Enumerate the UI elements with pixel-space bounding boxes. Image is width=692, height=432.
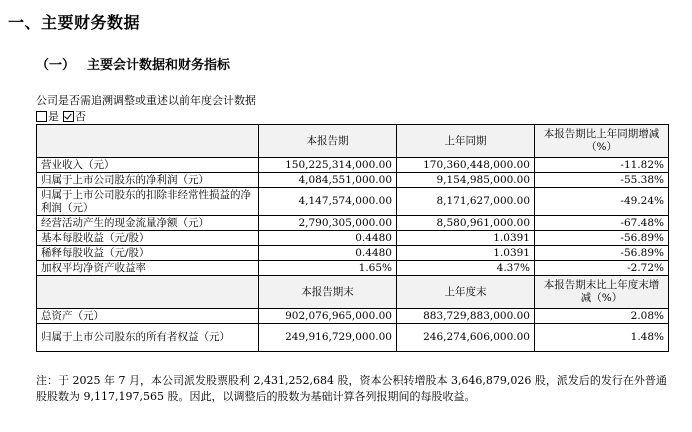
option-no[interactable] (63, 108, 86, 124)
current-value: 0.4480 (259, 246, 397, 261)
table-row (37, 188, 669, 216)
change-value: -2.72% (535, 261, 669, 276)
table2-header-row (37, 276, 669, 309)
table-row (37, 158, 669, 173)
row-label: 归属于上市公司股东的扣除非经常性损益的净利润（元） (37, 188, 259, 216)
section-title: 一、主要财务数据 (8, 13, 141, 32)
table2-header-period-end: 本报告期末 (259, 276, 397, 309)
current-value: 0.4480 (259, 231, 397, 246)
change-value: 2.08% (535, 309, 669, 324)
current-value: 4,084,551,000.00 (259, 173, 397, 188)
table-row (37, 231, 669, 246)
prior-value: 8,580,961,000.00 (397, 216, 535, 231)
table1-header-item (37, 125, 259, 158)
row-label: 经营活动产生的现金流量净额（元） (37, 216, 259, 231)
option-no-label: 否 (75, 110, 86, 123)
change-value: -55.38% (535, 173, 669, 188)
change-value: -11.82% (535, 158, 669, 173)
table2-header-change: 本报告期末比上年度末增减（%） (535, 276, 669, 309)
row-label: 稀释每股收益（元/股） (37, 246, 259, 261)
row-label: 基本每股收益（元/股） (37, 231, 259, 246)
current-value: 4,147,574,000.00 (259, 188, 397, 216)
table1-header-current: 本报告期 (259, 125, 397, 158)
table1-header-change: 本报告期比上年同期增减（%） (535, 125, 669, 158)
prior-value: 170,360,448,000.00 (397, 158, 535, 173)
option-yes[interactable] (36, 108, 59, 124)
prior-value: 1.0391 (397, 231, 535, 246)
row-label: 加权平均净资产收益率 (37, 261, 259, 276)
financial-table (36, 124, 669, 352)
table-row (37, 309, 669, 324)
table-row (37, 216, 669, 231)
table-row (37, 173, 669, 188)
table2-header-item (37, 276, 259, 309)
period-end-value: 902,076,965,000.00 (259, 309, 397, 324)
current-value: 2,790,305,000.00 (259, 216, 397, 231)
period-end-value: 249,916,729,000.00 (259, 324, 397, 352)
table1-header-row (37, 125, 669, 158)
change-value: -56.89% (535, 246, 669, 261)
row-label: 归属于上市公司股东的所有者权益（元） (37, 324, 259, 352)
restatement-options (36, 108, 86, 124)
checkbox-yes-icon[interactable] (36, 111, 47, 122)
row-label: 营业收入（元） (37, 158, 259, 173)
current-value: 150,225,314,000.00 (259, 158, 397, 173)
table-row (37, 324, 669, 352)
restatement-question: 公司是否需追溯调整或重述以前年度会计数据 (36, 94, 256, 107)
row-label: 总资产（元） (37, 309, 259, 324)
current-value: 1.65% (259, 261, 397, 276)
change-value: -56.89% (535, 231, 669, 246)
change-value: -49.24% (535, 188, 669, 216)
change-value: 1.48% (535, 324, 669, 352)
prior-value: 4.37% (397, 261, 535, 276)
table-row (37, 261, 669, 276)
prior-year-end-value: 246,274,606,000.00 (397, 324, 535, 352)
option-yes-label: 是 (48, 110, 59, 123)
footnote: 注：于 2025 年 7 月，本公司派发股票股利 2,431,252,684 股，资本公积转增股本 3,646,879,026 股，派发后的发行在外普通股股数为 9,117,197,565 股。因此，以调整后的股数为基础计算各列报期间的每股收益。 (36, 374, 667, 403)
table1-header-prior: 上年同期 (397, 125, 535, 158)
prior-year-end-value: 883,729,883,000.00 (397, 309, 535, 324)
prior-value: 8,171,627,000.00 (397, 188, 535, 216)
table-row (37, 246, 669, 261)
subsection-label: 主要会计数据和财务指标 (87, 58, 231, 73)
row-label: 归属于上市公司股东的净利润（元） (37, 173, 259, 188)
subsection-title (36, 54, 230, 73)
prior-value: 9,154,985,000.00 (397, 173, 535, 188)
checkbox-no-checked-icon[interactable] (63, 111, 74, 122)
table2-header-prior-year-end: 上年度末 (397, 276, 535, 309)
prior-value: 1.0391 (397, 246, 535, 261)
change-value: -67.48% (535, 216, 669, 231)
subsection-number: （一） (36, 58, 76, 73)
